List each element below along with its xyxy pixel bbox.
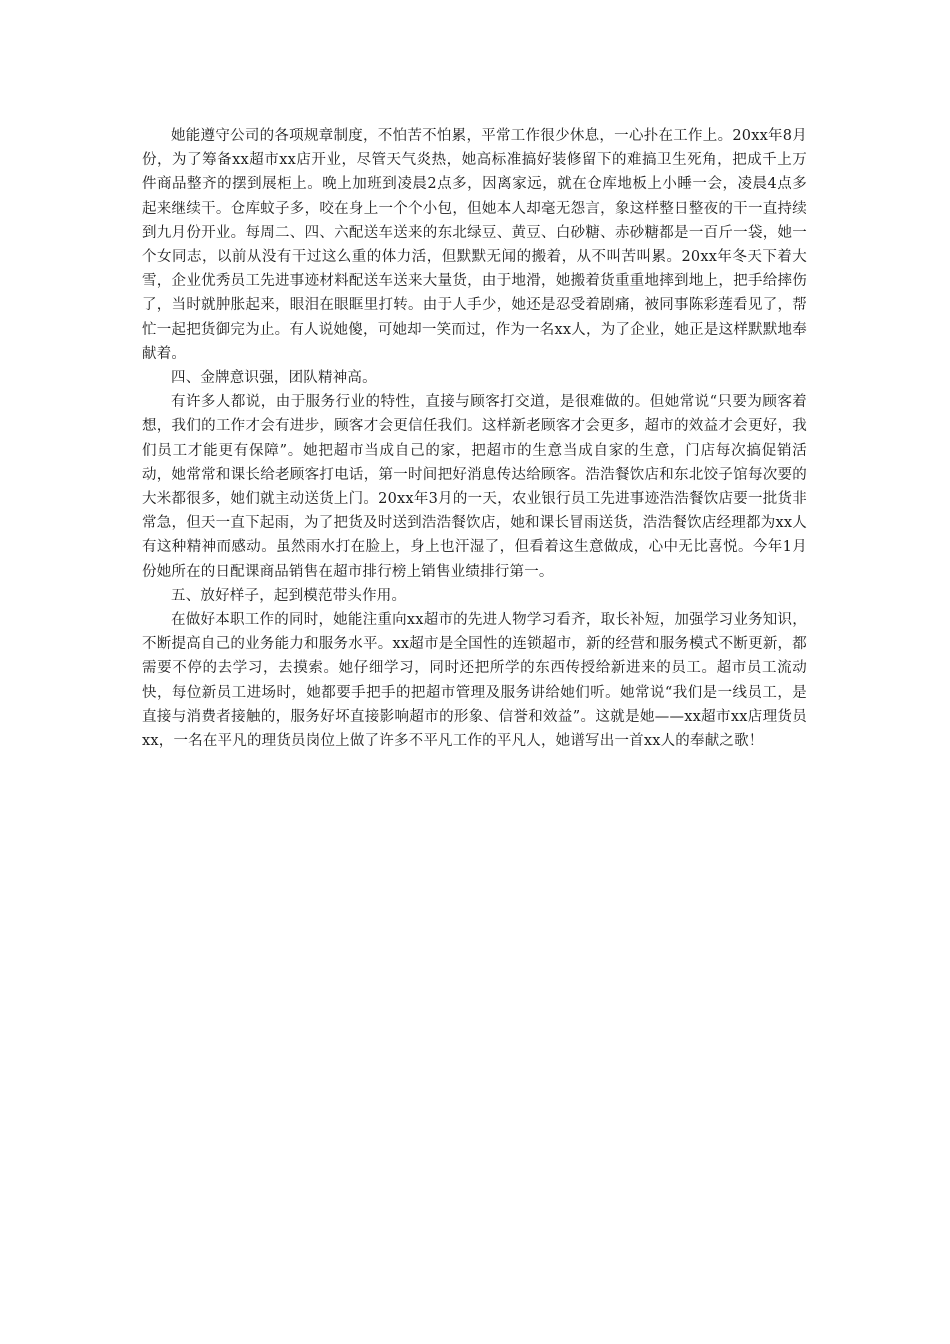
paragraph-role-model: 在做好本职工作的同时，她能注重向xx超市的先进人物学习看齐，取长补短，加强学习业务知识，不断提高自己的业务能力和服务水平。xx超市是全国性的连锁超市，新的经营和服务模式不断更新，都需要不停的去学习，去摸索。她仔细学习，同时还把所学的东西传授给新进来的员工。超市员工流动快，每位新员工进场时，她都要手把手的把超市管理及服务讲给她们听。她常说“我们是一线员工，是直接与消费者接触的，服务好坏直接影响超市的形象、信誉和效益”。这就是她——xx超市xx店理货员xx，一名在平凡的理货员岗位上做了许多不平凡工作的平凡人，她谱写出一首xx人的奉献之歌！: [142, 612, 807, 750]
paragraph-dedication: 她能遵守公司的各项规章制度，不怕苦不怕累，平常工作很少休息，一心扑在工作上。20xx年8月份，为了筹备xx超市xx店开业，尽管天气炎热，她高标准搞好装修留下的难搞卫生死角，把成千上万件商品整齐的摆到展柜上。晚上加班到凌晨2点多，因离家远，就在仓库地板上小睡一会，凌晨4点多起来继续干。仓库蚊子多，咬在身上一个个小包，但她本人却毫无怨言，象这样整日整夜的干一直持续到九月份开业。每周二、四、六配送车送来的东北绿豆、黄豆、白砂糖、赤砂糖都是一百斤一袋，她一个女同志，以前从没有干过这么重的体力活，但默默无闻的搬着，从不叫苦叫累。20xx年冬天下着大雪，企业优秀员工先进事迹材料配送车送来大量货，由于地滑，她搬着货重重地摔到地上，把手给摔伤了，当时就肿胀起来，眼泪在眼眶里打转。由于人手少，她还是忍受着剧痛，被同事陈彩莲看见了，帮忙一起把货御完为止。有人说她傻，可她却一笑而过，作为一名xx人，为了企业，她正是这样默默地奉献着。: [142, 128, 807, 362]
section-heading-five: 五、放好样子，起到模范带头作用。: [171, 587, 407, 604]
section-heading-four: 四、金牌意识强，团队精神高。: [171, 370, 377, 387]
paragraph-teamwork: 有许多人都说，由于服务行业的特性，直接与顾客打交道，是很难做的。但她常说“只要为顾客着想，我们的工作才会有进步，顾客才会更信任我们。这样新老顾客才会更多，超市的效益才会更好，我们员工才能更有保障”。她把超市当成自己的家，把超市的生意当成自家的生意，门店每次搞促销活动，她常常和课长给老顾客打电话，第一时间把好消息传达给顾客。浩浩餐饮店和东北饺子馆每次要的大米都很多，她们就主动送货上门。20xx年3月的一天，农业银行员工先进事迹浩浩餐饮店要一批货非常急，但天一直下起雨，为了把货及时送到浩浩餐饮店，她和课长冒雨送货，浩浩餐饮店经理都为xx人有这种精神而感动。虽然雨水打在脸上，身上也汗湿了，但看着这生意做成，心中无比喜悦。今年1月份她所在的日配课商品销售在超市排行榜上销售业绩排行第一。: [142, 394, 807, 580]
document-body: [142, 124, 807, 753]
